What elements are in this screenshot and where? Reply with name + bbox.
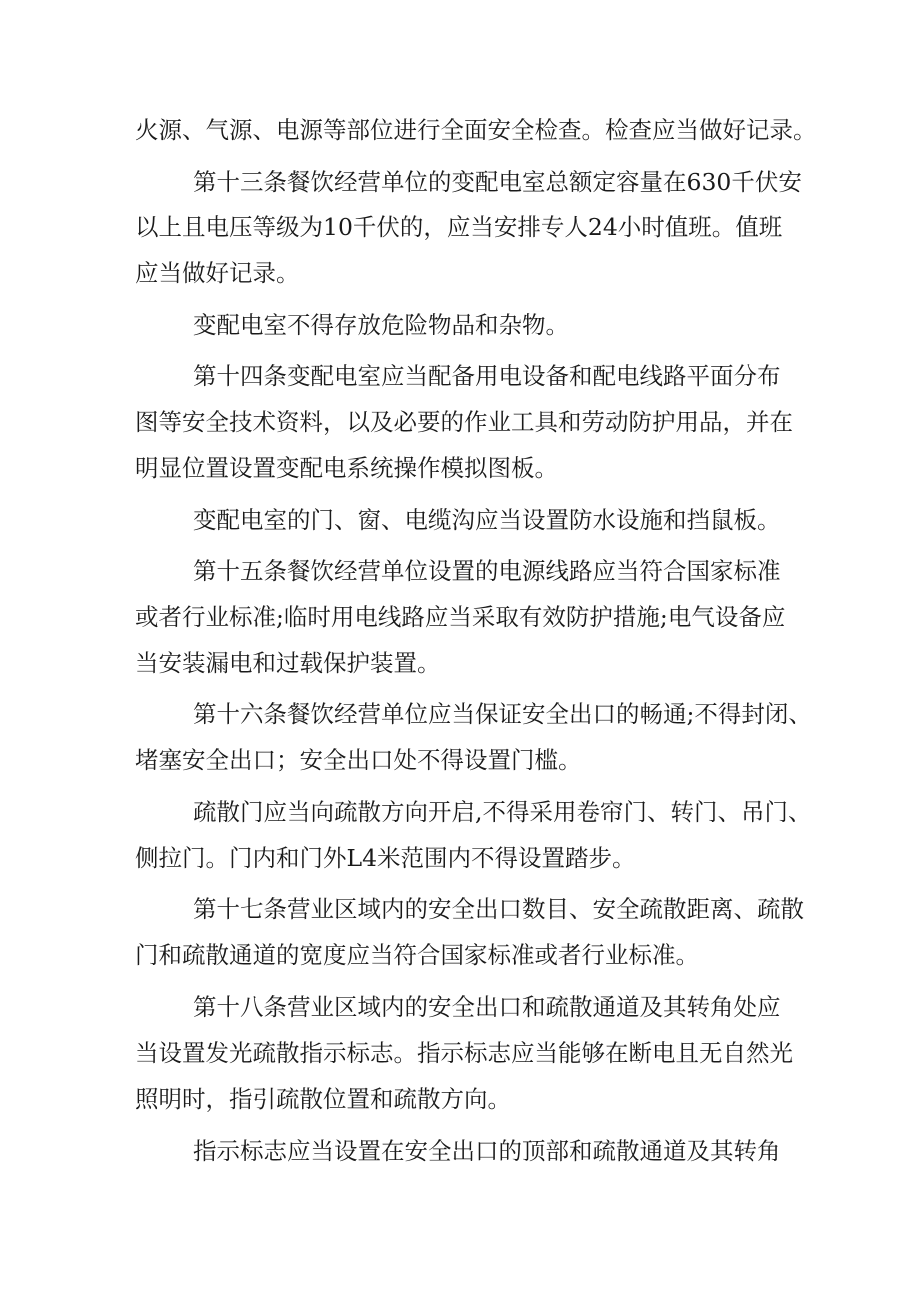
text-line: 第十五条餐饮经营单位设置的电源线路应当符合国家标准 [193,557,781,585]
text-line: 图等安全技术资料，以及必要的作业工具和劳动防护用品，并在 [135,408,793,436]
text-line: 明显位置设置变配电系统操作模拟图板。 [135,454,558,482]
text-line: 第十八条营业区域内的安全出口和疏散通道及其转角处应 [193,993,781,1021]
text-line: 变配电室不得存放危险物品和杂物。 [193,311,569,339]
text-line: 应当做好记录。 [135,259,300,287]
text-line: 侧拉门。门内和门外L4米范围内不得设置踏步。 [135,844,636,872]
text-line: 变配电室的门、窗、电缆沟应当设置防水设施和挡鼠板。 [193,506,781,534]
text-line: 门和疏散通道的宽度应当符合国家标准或者行业标准。 [135,941,699,969]
text-line: 第十三条餐饮经营单位的变配电室总额定容量在630千伏安 [193,168,802,196]
text-line: 指示标志应当设置在安全出口的顶部和疏散通道及其转角 [193,1137,781,1165]
text-line: 以上且电压等级为10千伏的，应当安排专人24小时值班。值班 [135,213,783,241]
text-line: 第十四条变配电室应当配备用电设备和配电线路平面分布 [193,362,781,390]
text-line: 火源、气源、电源等部位进行全面安全检查。检查应当做好记录。 [135,116,817,144]
text-line: 堵塞安全出口；安全出口处不得设置门槛。 [135,746,582,774]
text-line: 照明时，指引疏散位置和疏散方向。 [135,1085,511,1113]
text-line: 第十七条营业区域内的安全出口数目、安全疏散距离、疏散 [193,895,804,923]
text-line: 第十六条餐饮经营单位应当保证安全出口的畅通;不得封闭、 [193,700,812,728]
text-line: 当设置发光疏散指示标志。指示标志应当能够在断电且无自然光 [135,1039,793,1067]
text-line: 或者行业标准;临时用电线路应当采取有效防护措施;电气设备应 [135,603,786,631]
text-line: 当安装漏电和过载保护装置。 [135,649,441,677]
text-line: 疏散门应当向疏散方向开启,不得采用卷帘门、转门、吊门、 [193,798,812,826]
